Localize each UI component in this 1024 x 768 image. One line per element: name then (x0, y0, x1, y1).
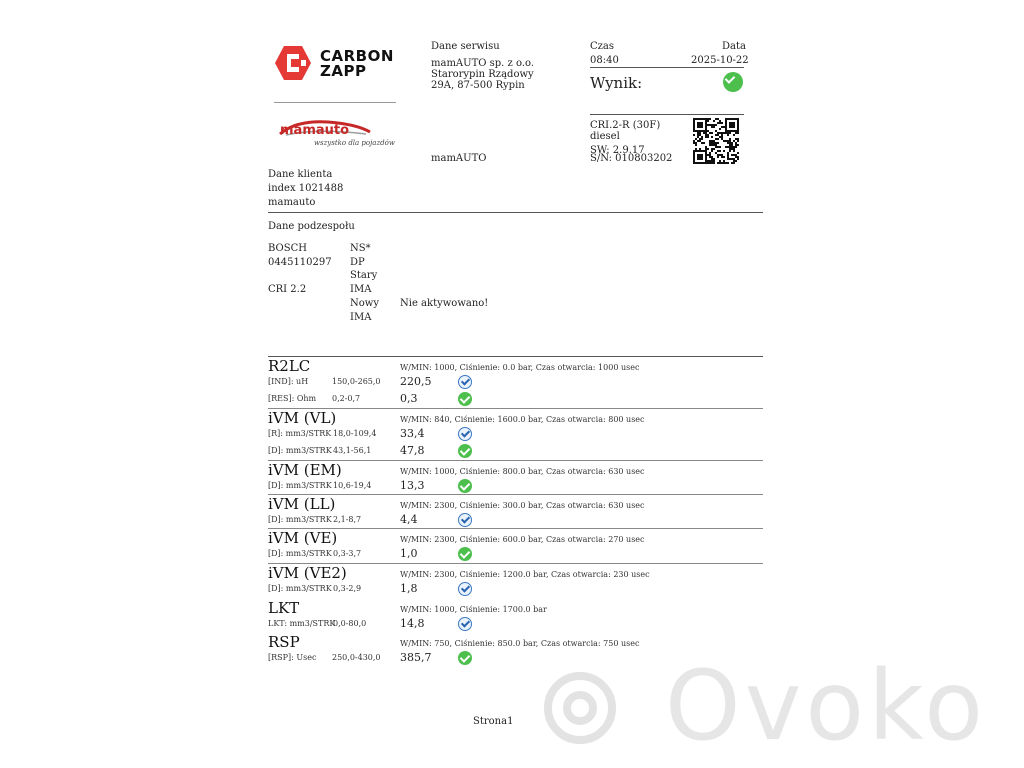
time-label: Czas (590, 41, 615, 52)
test-divider (268, 460, 763, 461)
test-title: R2LC (268, 357, 311, 375)
test-row-value: 47,8 (400, 444, 425, 457)
pass-check-icon (458, 392, 472, 406)
watermark-text: Ovoko (665, 650, 988, 762)
mamauto-logo (276, 118, 395, 152)
component-attr-dp: DP (350, 257, 365, 268)
test-row-range: 150,0-265,0 (332, 377, 381, 386)
test-row-range: 0,0-80,0 (333, 619, 367, 628)
result-divider (590, 114, 744, 115)
carbonzapp-logo (274, 45, 394, 81)
test-divider (268, 494, 763, 495)
test-row-value: 220,5 (400, 375, 432, 388)
test-row-value: 14,8 (400, 617, 425, 630)
test-row-range: 43,1-56,1 (333, 446, 372, 455)
test-conditions: W/MIN: 2300, Ciśnienie: 600.0 bar, Czas otwarcia: 270 usec (400, 535, 645, 544)
device-sn: S/N: 010803202 (590, 153, 673, 164)
page-number: Strona1 (473, 716, 514, 727)
component-attr-ima-2: IMA (350, 312, 372, 323)
component-attr-nowy: Nowy (350, 298, 379, 309)
test-conditions: W/MIN: 2300, Ciśnienie: 300.0 bar, Czas otwarcia: 630 usec (400, 501, 645, 510)
service-label: Dane serwisu (431, 41, 500, 52)
test-row-range: 0,2-0,7 (332, 394, 361, 403)
test-conditions: W/MIN: 1000, Ciśnienie: 1700.0 bar (400, 605, 547, 614)
partner-name: mamAUTO (431, 153, 487, 164)
test-row-range: 250,0-430,0 (332, 653, 381, 662)
brand-line2: ZAPP (320, 62, 367, 80)
test-row-value: 33,4 (400, 427, 425, 440)
watermark-logo (540, 668, 620, 752)
test-row-label: [D]: mm3/STRK (268, 549, 332, 558)
test-row-value: 1,8 (400, 582, 418, 595)
test-row-value: 1,0 (400, 547, 418, 560)
info-check-icon (458, 375, 472, 389)
info-check-icon (458, 513, 472, 527)
client-index: index 1021488 (268, 183, 344, 194)
test-title: iVM (LL) (268, 495, 336, 513)
device-sw: SW: 2.9.17 (590, 145, 645, 156)
time-value: 08:40 (590, 55, 619, 66)
info-check-icon (458, 427, 472, 441)
test-row-label: [RES]: Ohm (268, 394, 317, 403)
result-label: Wynik: (590, 74, 643, 92)
component-attr-stary: Stary (350, 270, 378, 281)
test-title: RSP (268, 633, 300, 651)
date-label: Data (722, 41, 746, 52)
test-row-label: [IND]: uH (268, 377, 309, 386)
logo-divider (274, 102, 396, 103)
client-name: mamauto (268, 197, 316, 208)
client-label: Dane klienta (268, 169, 333, 180)
info-check-icon (458, 582, 472, 596)
test-row-value: 13,3 (400, 479, 425, 492)
qr-code (693, 118, 739, 164)
carbonzapp-logo-icon (274, 45, 312, 81)
test-row-label: [D]: mm3/STRK (268, 481, 332, 490)
test-row-value: 0,3 (400, 392, 418, 405)
test-divider (268, 528, 763, 529)
test-row-label: [D]: mm3/STRK (268, 515, 332, 524)
test-conditions: W/MIN: 2300, Ciśnienie: 1200.0 bar, Czas otwarcia: 230 usec (400, 570, 650, 579)
ima-status: Nie aktywowano! (400, 298, 489, 309)
device-fuel: diesel (590, 131, 620, 142)
component-brand: BOSCH (268, 243, 307, 254)
pass-check-icon (458, 547, 472, 561)
pass-check-icon (458, 444, 472, 458)
device-model: CRI.2-R (30F) (590, 120, 661, 131)
component-type: CRI 2.2 (268, 284, 307, 295)
info-check-icon (458, 617, 472, 631)
test-conditions: W/MIN: 1000, Ciśnienie: 0.0 bar, Czas otwarcia: 1000 usec (400, 363, 640, 372)
test-row-range: 0,3-2,9 (333, 584, 362, 593)
service-name: mamAUTO sp. z o.o. (431, 58, 535, 69)
test-title: iVM (EM) (268, 461, 342, 479)
test-row-value: 4,4 (400, 513, 418, 526)
brand-line1: CARBON (320, 47, 394, 65)
partner-tagline: wszystko dla pojazdów (314, 139, 395, 147)
component-attr-ima-1: IMA (350, 284, 372, 295)
result-ok-icon (723, 72, 743, 92)
test-row-value: 385,7 (400, 651, 432, 664)
test-divider (268, 408, 763, 409)
test-row-range: 10,6-19,4 (333, 481, 372, 490)
test-row-label: [RSP]: Usec (268, 653, 317, 662)
test-row-range: 2,1-8,7 (333, 515, 362, 524)
component-label: Dane podzespołu (268, 221, 355, 232)
component-number: 0445110297 (268, 257, 332, 268)
test-title: iVM (VE) (268, 529, 338, 547)
qr-code-icon (693, 118, 739, 164)
client-divider (268, 212, 763, 213)
test-row-range: 0,3-3,7 (333, 549, 362, 558)
date-value: 2025-10-22 (691, 55, 749, 66)
test-conditions: W/MIN: 1000, Ciśnienie: 800.0 bar, Czas otwarcia: 630 usec (400, 467, 645, 476)
watermark-icon (540, 668, 620, 748)
test-title: iVM (VL) (268, 409, 337, 427)
test-row-label: [D]: mm3/STRK (268, 446, 332, 455)
service-address-1: Starorypin Rządowy (431, 69, 534, 80)
test-title: iVM (VE2) (268, 564, 347, 582)
pass-check-icon (458, 651, 472, 665)
partner-logo-text: mamauto (280, 123, 350, 138)
test-row-label: [D]: mm3/STRK (268, 584, 332, 593)
test-title: LKT (268, 599, 300, 617)
pass-check-icon (458, 479, 472, 493)
test-row-label: [R]: mm3/STRK (268, 429, 332, 438)
test-row-label: LKT: mm3/STRK (268, 619, 336, 628)
test-row-range: 18,0-109,4 (333, 429, 377, 438)
component-divider (268, 356, 763, 357)
time-date-divider (590, 67, 744, 68)
service-address-2: 29A, 87-500 Rypin (431, 80, 525, 91)
test-conditions: W/MIN: 750, Ciśnienie: 850.0 bar, Czas otwarcia: 750 usec (400, 639, 640, 648)
test-conditions: W/MIN: 840, Ciśnienie: 1600.0 bar, Czas otwarcia: 800 usec (400, 415, 645, 424)
component-attr-ns: NS* (350, 243, 371, 254)
